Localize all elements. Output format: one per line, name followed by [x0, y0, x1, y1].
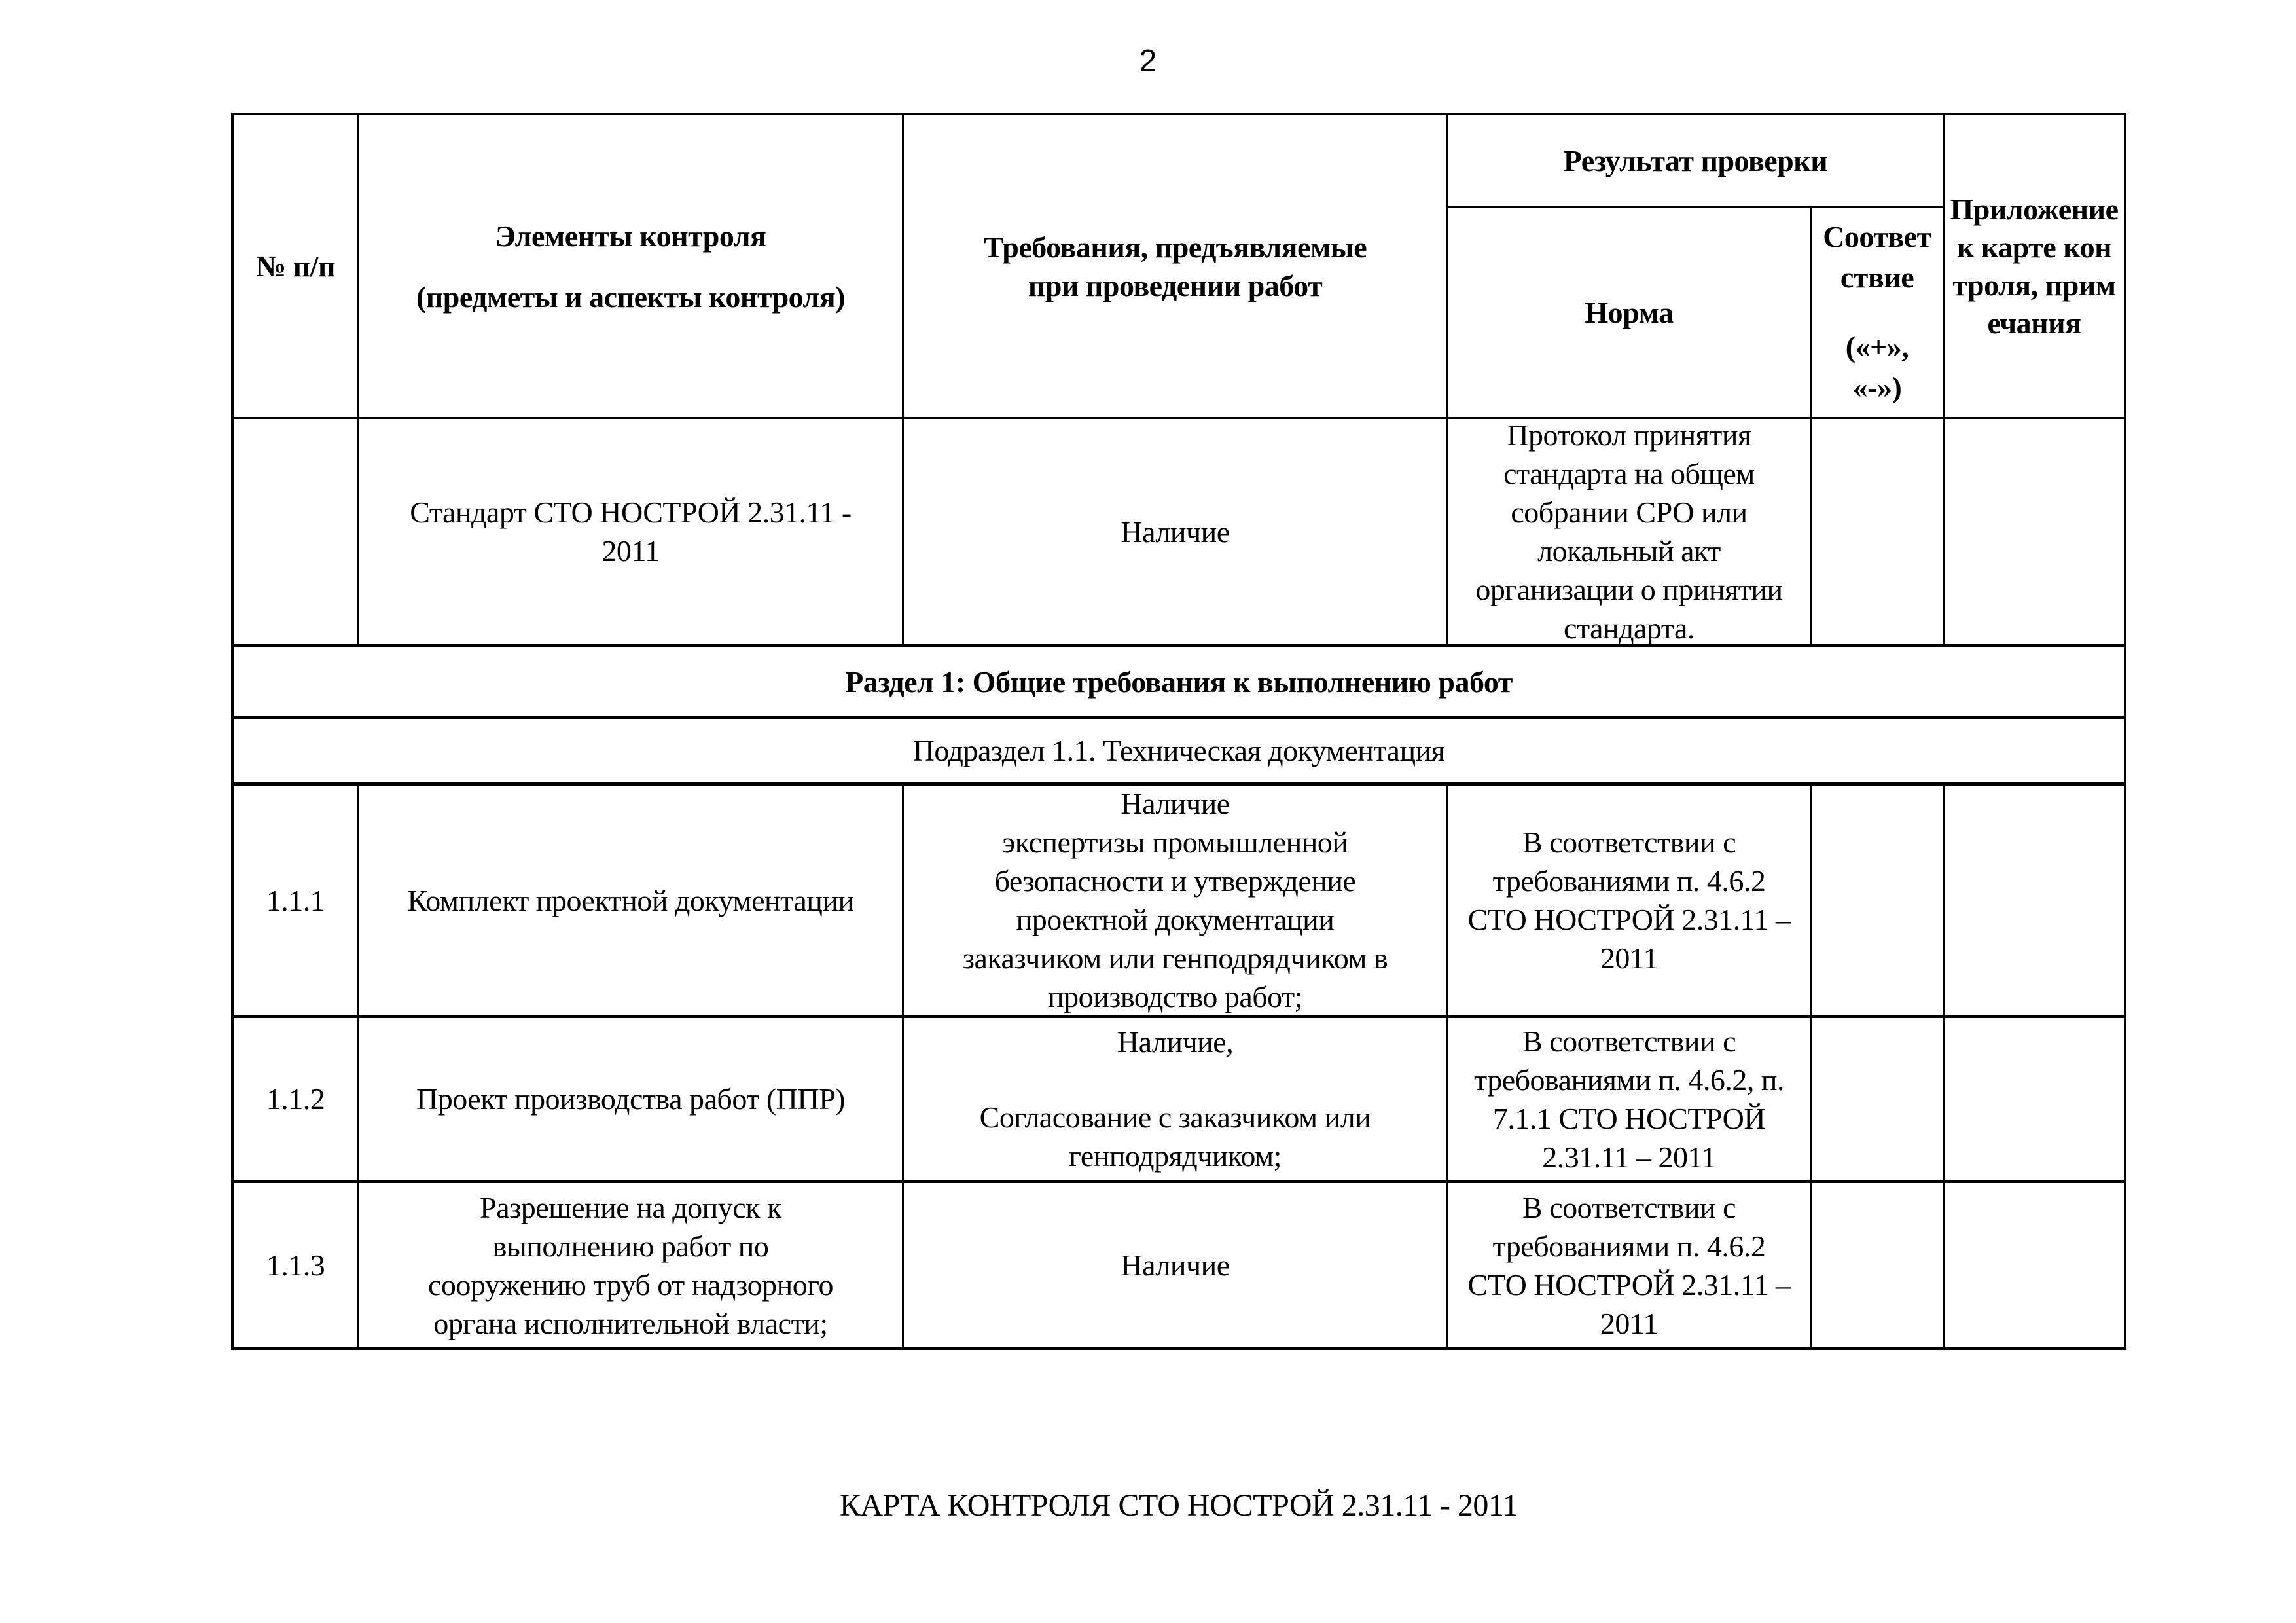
row-1-1-2-norm: В соответствии с требованиями п. 4.6.2, п. 7.1.1 СТО НОСТРОЙ 2.31.11 – 2011 — [1474, 1024, 1784, 1174]
section-1-title: Раздел 1: Общие требования к выполнению работ — [845, 665, 1513, 699]
section-1-row — [234, 647, 2124, 719]
header-cell-norm — [1448, 208, 1812, 419]
row-1-1-3-appendix-cell — [1945, 1183, 2124, 1347]
header-conformity-marks: («+», «-») — [1845, 330, 1909, 404]
header-appendix-label: Приложение к карте контроля, примечания — [1950, 192, 2119, 340]
row-1-1-1-num: 1.1.1 — [266, 883, 325, 917]
row-1-1-3-num-cell — [234, 1183, 359, 1347]
row-1-1-1-appendix-cell — [1945, 786, 2124, 1018]
row-1-1-3-element: Разрешение на допуск к выполнению работ по сооружению труб от надзорного органа исполнительной власти; — [428, 1190, 833, 1340]
row-standard-norm: Протокол принятия стандарта на общем собрании СРО или локальный акт организации о принятии стандарта. — [1475, 419, 1783, 645]
control-table — [231, 113, 2126, 1350]
header-cell-check-result — [1448, 115, 1945, 208]
row-1-1-2-num: 1.1.2 — [266, 1082, 325, 1116]
page-number: 2 — [1139, 44, 1157, 79]
row-1-1-1-num-cell — [234, 786, 359, 1018]
row-1-1-3-element-cell — [359, 1183, 904, 1347]
row-1-1-1-norm-cell — [1448, 786, 1812, 1018]
header-conformity-label: Соответствие — [1823, 220, 1931, 294]
header-norm-label: Норма — [1585, 295, 1674, 329]
row-1-1-3-requirement-cell — [904, 1183, 1448, 1347]
row-1-1-2-appendix-cell — [1945, 1018, 2124, 1183]
row-1-1-3-num: 1.1.3 — [266, 1249, 325, 1282]
header-requirements-label: Требования, предъявляемые при проведении работ — [983, 230, 1367, 302]
header-cell-elements — [359, 115, 904, 419]
header-elements-line2: (предметы и аспекты контроля) — [416, 280, 846, 314]
row-1-1-2-num-cell — [234, 1018, 359, 1183]
row-1-1-1-requirement-detail: экспертизы промышленной безопасности и утверждение проектной документации заказчиком или генподрядчиком в производство работ; — [962, 826, 1388, 1013]
row-1-1-3-conformity-cell — [1812, 1183, 1945, 1347]
header-num-label: № п/п — [255, 249, 335, 283]
header-elements-line1: Элементы контроля — [495, 219, 766, 253]
row-1-1-1-norm: В соответствии с требованиями п. 4.6.2 СТО НОСТРОЙ 2.31.11 – 2011 — [1467, 826, 1791, 975]
header-cell-conformity — [1812, 208, 1945, 419]
row-standard-element: Стандарт СТО НОСТРОЙ 2.31.11 - 2011 — [410, 496, 852, 568]
header-cell-appendix — [1945, 115, 2124, 419]
row-standard-appendix-cell — [1945, 419, 2124, 647]
row-standard-requirement-cell — [904, 419, 1448, 647]
row-1-1-2-element: Проект производства работ (ППР) — [416, 1082, 845, 1116]
row-1-1-3-norm-cell — [1448, 1183, 1812, 1347]
subsection-1-1-row — [234, 719, 2124, 786]
row-standard-num-cell — [234, 419, 359, 647]
row-1-1-3-requirement: Наличие — [1121, 1249, 1230, 1282]
footer-caption: КАРТА КОНТРОЛЯ СТО НОСТРОЙ 2.31.11 - 2011 — [839, 1488, 1518, 1523]
row-1-1-2-requirement: Наличие, — [1117, 1025, 1234, 1059]
row-1-1-2-requirement-detail: Согласование с заказчиком или генподрядчиком; — [979, 1101, 1371, 1173]
row-1-1-2-element-cell — [359, 1018, 904, 1183]
row-1-1-1-conformity-cell — [1812, 786, 1945, 1018]
row-1-1-2-norm-cell — [1448, 1018, 1812, 1183]
row-1-1-2-requirement-cell — [904, 1018, 1448, 1183]
row-1-1-2-conformity-cell — [1812, 1018, 1945, 1183]
row-standard-norm-cell — [1448, 419, 1812, 647]
row-1-1-3-norm: В соответствии с требованиями п. 4.6.2 СТО НОСТРОЙ 2.31.11 – 2011 — [1467, 1190, 1791, 1340]
subsection-1-1-title: Подраздел 1.1. Техническая документация — [912, 734, 1445, 767]
row-1-1-1-element: Комплект проектной документации — [407, 883, 854, 917]
row-standard-conformity-cell — [1812, 419, 1945, 647]
header-cell-requirements — [904, 115, 1448, 419]
row-standard-requirement: Наличие — [1121, 515, 1230, 549]
row-1-1-1-element-cell — [359, 786, 904, 1018]
header-cell-num — [234, 115, 359, 419]
row-standard-element-cell — [359, 419, 904, 647]
row-1-1-1-requirement-cell — [904, 786, 1448, 1018]
row-1-1-1-requirement: Наличие — [1121, 787, 1230, 820]
header-check-result-label: Результат проверки — [1563, 143, 1828, 177]
